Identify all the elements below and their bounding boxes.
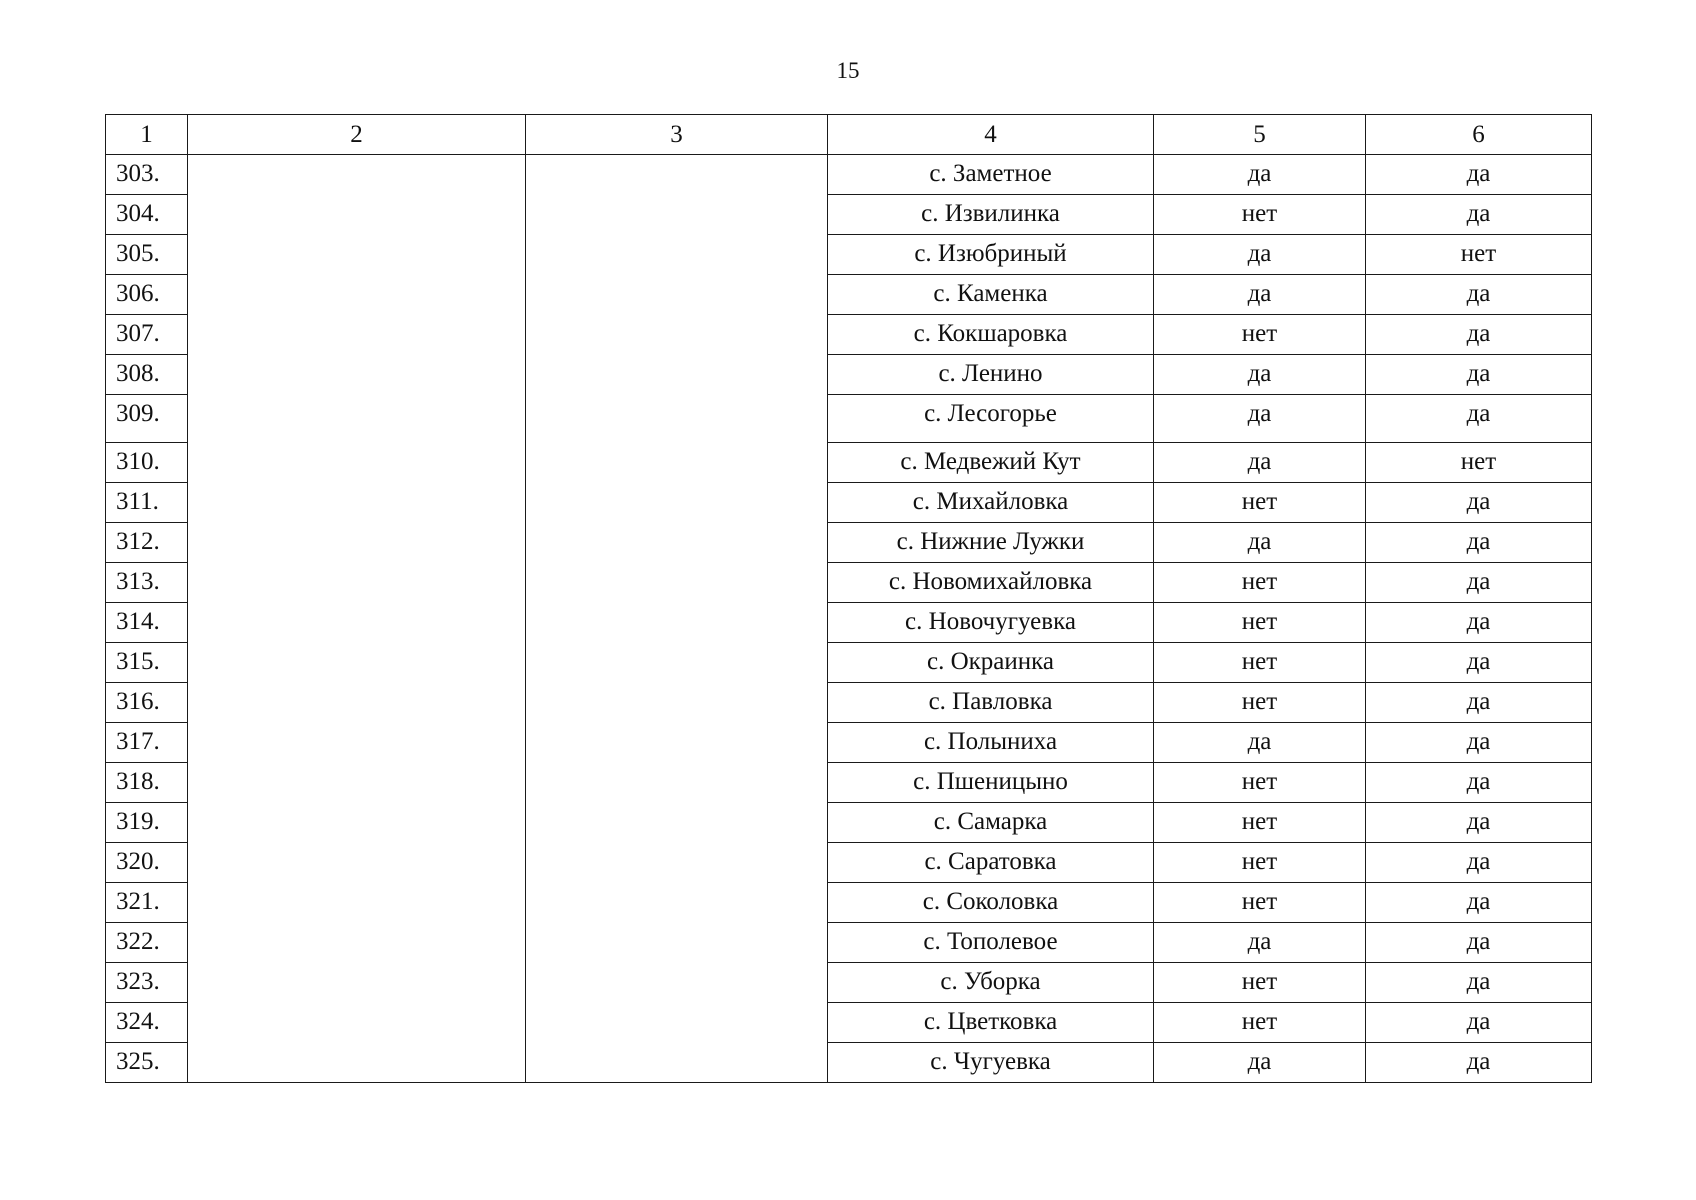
settlement-name: с. Соколовка (828, 883, 1154, 923)
row-number: 308. (106, 355, 188, 395)
settlement-name: с. Новочугуевка (828, 603, 1154, 643)
col-6-value: нет (1366, 235, 1592, 275)
col-5-value: нет (1154, 1003, 1366, 1043)
settlement-name: с. Ленино (828, 355, 1154, 395)
col-6-value: да (1366, 803, 1592, 843)
header-col-2: 2 (188, 115, 526, 155)
row-number: 307. (106, 315, 188, 355)
col-6-value: да (1366, 1003, 1592, 1043)
settlement-name: с. Уборка (828, 963, 1154, 1003)
col-5-value: нет (1154, 683, 1366, 723)
row-number: 320. (106, 843, 188, 883)
col-5-value: нет (1154, 315, 1366, 355)
table-header (106, 115, 1592, 155)
page-number: 15 (836, 58, 860, 83)
row-number: 325. (106, 1043, 188, 1083)
col-5-value: нет (1154, 643, 1366, 683)
row-number: 318. (106, 763, 188, 803)
col-5-value: нет (1154, 603, 1366, 643)
col-5-value: да (1154, 923, 1366, 963)
col-5-value: да (1154, 155, 1366, 195)
settlement-name: с. Извилинка (828, 195, 1154, 235)
col-6-value: да (1366, 315, 1592, 355)
col-5-value: нет (1154, 483, 1366, 523)
settlement-name: с. Лесогорье (828, 395, 1154, 443)
settlement-name: с. Каменка (828, 275, 1154, 315)
row-number: 321. (106, 883, 188, 923)
col-6-value: да (1366, 723, 1592, 763)
settlement-name: с. Изюбриный (828, 235, 1154, 275)
col-6-value: да (1366, 395, 1592, 443)
row-number: 316. (106, 683, 188, 723)
col-6-value: да (1366, 763, 1592, 803)
row-number: 303. (106, 155, 188, 195)
col-6-value: да (1366, 883, 1592, 923)
merged-cell-col-2 (188, 155, 526, 1083)
col-5-value: да (1154, 275, 1366, 315)
col-5-value: да (1154, 355, 1366, 395)
settlement-name: с. Саратовка (828, 843, 1154, 883)
col-6-value: да (1366, 843, 1592, 883)
row-number: 306. (106, 275, 188, 315)
header-col-5: 5 (1154, 115, 1366, 155)
col-5-value: нет (1154, 883, 1366, 923)
settlement-name: с. Медвежий Кут (828, 443, 1154, 483)
col-6-value: да (1366, 275, 1592, 315)
col-5-value: нет (1154, 803, 1366, 843)
row-number: 309. (106, 395, 188, 443)
merged-cell-col-3 (526, 155, 828, 1083)
settlement-name: с. Окраинка (828, 643, 1154, 683)
header-col-1: 1 (106, 115, 188, 155)
settlement-name: с. Цветковка (828, 1003, 1154, 1043)
row-number: 323. (106, 963, 188, 1003)
row-number: 324. (106, 1003, 188, 1043)
col-5-value: да (1154, 723, 1366, 763)
col-5-value: да (1154, 395, 1366, 443)
col-5-value: да (1154, 1043, 1366, 1083)
settlement-name: с. Заметное (828, 155, 1154, 195)
col-5-value: да (1154, 443, 1366, 483)
row-number: 313. (106, 563, 188, 603)
settlements-table (105, 114, 1592, 1083)
settlement-name: с. Тополевое (828, 923, 1154, 963)
col-6-value: да (1366, 683, 1592, 723)
settlement-name: с. Чугуевка (828, 1043, 1154, 1083)
row-number: 319. (106, 803, 188, 843)
row-number: 317. (106, 723, 188, 763)
settlement-name: с. Михайловка (828, 483, 1154, 523)
settlement-name: с. Самарка (828, 803, 1154, 843)
col-6-value: да (1366, 643, 1592, 683)
col-5-value: нет (1154, 843, 1366, 883)
col-6-value: да (1366, 195, 1592, 235)
settlement-name: с. Новомихайловка (828, 563, 1154, 603)
row-number: 311. (106, 483, 188, 523)
settlement-name: с. Пшеницыно (828, 763, 1154, 803)
col-6-value: да (1366, 603, 1592, 643)
col-6-value: да (1366, 963, 1592, 1003)
row-number: 305. (106, 235, 188, 275)
row-number: 314. (106, 603, 188, 643)
table-body (106, 155, 1592, 1083)
col-6-value: да (1366, 1043, 1592, 1083)
col-6-value: да (1366, 523, 1592, 563)
col-6-value: нет (1366, 443, 1592, 483)
header-col-3: 3 (526, 115, 828, 155)
col-5-value: да (1154, 235, 1366, 275)
row-number: 322. (106, 923, 188, 963)
header-col-4: 4 (828, 115, 1154, 155)
settlement-name: с. Нижние Лужки (828, 523, 1154, 563)
col-6-value: да (1366, 355, 1592, 395)
settlement-name: с. Павловка (828, 683, 1154, 723)
col-6-value: да (1366, 563, 1592, 603)
row-number: 310. (106, 443, 188, 483)
col-6-value: да (1366, 155, 1592, 195)
table-row (106, 155, 1592, 195)
col-5-value: нет (1154, 763, 1366, 803)
row-number: 315. (106, 643, 188, 683)
header-row (106, 115, 1592, 155)
row-number: 304. (106, 195, 188, 235)
settlement-name: с. Кокшаровка (828, 315, 1154, 355)
settlement-name: с. Полыниха (828, 723, 1154, 763)
col-6-value: да (1366, 483, 1592, 523)
col-6-value: да (1366, 923, 1592, 963)
col-5-value: нет (1154, 963, 1366, 1003)
col-5-value: да (1154, 523, 1366, 563)
col-5-value: нет (1154, 195, 1366, 235)
row-number: 312. (106, 523, 188, 563)
col-5-value: нет (1154, 563, 1366, 603)
header-col-6: 6 (1366, 115, 1592, 155)
